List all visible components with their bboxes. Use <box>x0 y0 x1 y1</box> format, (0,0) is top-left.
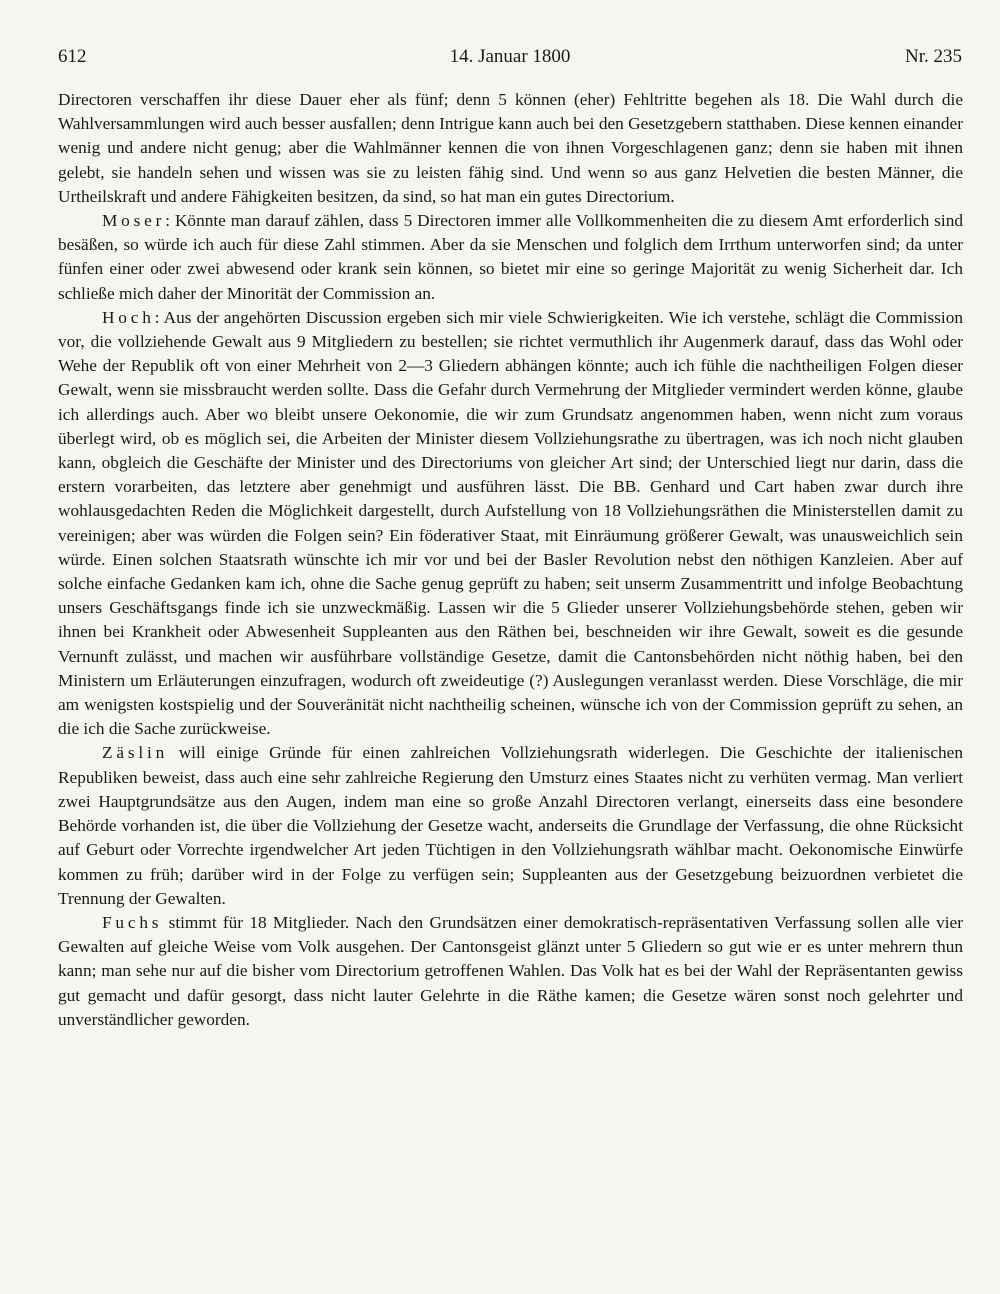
paragraph-text: Directoren verschaffen ihr diese Dauer eher als fünf; denn 5 können (eher) Fehltritte begehen als 18. Die Wahl durch die Wahlversammlungen wird auch besser ausfallen; denn Intrigue kann auch bei den Gesetzgebern statthaben. Diese kennen einander wenig und andere nicht genug; aber die Wahlmänner kennen die von ihnen Vorgeschlagenen ganz; denn sie haben mit ihnen gelebt, sie handeln sehen und wissen was sie zu leisten fähig sind. Und wenn so aus ganz Helvetien die besten Männer, die Urtheilskraft und andere Fähigkeiten besitzen, da sind, so hat man ein gutes Directorium. <box>58 90 963 206</box>
speaker-separator: : <box>165 211 170 231</box>
running-head <box>58 44 962 70</box>
page-number: 612 <box>58 46 87 67</box>
paragraph-text: Könnte man darauf zählen, dass 5 Directoren immer alle Vollkommenheiten die zu diesem Amt erforderlich sind besäßen, so würde ich auch für diese Zahl stimmen. Aber da sie Menschen und folglich dem Irrthum unterworfen sind; da unter fünfen einer oder zwei abwesend oder krank sein können, so bietet mir eine so geringe Majorität zu wenig Sicherheit dar. Ich schließe mich daher der Minorität der Commission an. <box>58 211 963 303</box>
paragraph-fuchs <box>58 911 963 1032</box>
paragraph-text: will einige Gründe für einen zahlreichen Vollziehungsrath widerlegen. Die Geschichte der italienischen Republiken beweist, dass auch eine sehr zahlreiche Regierung den Umsturz eines Staates nicht zu verhüten vermag. Man verliert zwei Hauptgrundsätze aus den Augen, indem man eine so große Anzahl Directoren verlangt, einerseits dass eine besondere Behörde vorhanden ist, die über die Vollziehung der Gesetze wacht, anderseits die Grundlage der Verfassung, die ohne Rücksicht auf Geburt oder Vorrechte irgendwelcher Art jeden Tüchtigen in den Vollziehungsrath wählbar macht. Oekonomische Einwürfe kommen zu früh; darüber wird in der Folge zu verfügen sein; Suppleanten aus der Gesetzgebung beizuordnen verbietet die Trennung der Gewalten. <box>58 743 963 908</box>
speaker-name: Fuchs <box>102 912 163 932</box>
running-head-date: 14. Januar 1800 <box>449 46 571 67</box>
speaker-name: Zäslin <box>102 743 169 763</box>
paragraph-continuation <box>58 88 963 209</box>
speaker-name: Moser <box>102 211 166 231</box>
speaker-name: Hoch <box>102 307 155 327</box>
paragraph-hoch <box>58 306 963 742</box>
body-text <box>58 88 963 1032</box>
speaker-separator: : <box>154 307 160 327</box>
paragraph-moser <box>58 209 963 306</box>
paragraph-text: Aus der angehörten Discussion ergeben sich mir viele Schwierigkeiten. Wie ich verstehe, schlägt die Commission vor, die vollziehende Gewalt aus 9 Mitgliedern zu bestellen; sie richtet vermuthlich ihr Augenmerk darauf, dass das Wohl oder Wehe der Republik oft von einer Mehrheit von 2—3 Gliedern abhängen könnte; auch ich fühle die nachtheiligen Folgen dieser Gewalt, wenn sie missbraucht werden sollte. Dass die Gefahr durch Vermehrung der Mitglieder vermindert werden könne, glaube ich allerdings auch. Aber wo bleibt unsere Oekonomie, die wir zum Grundsatz angenommen haben, wenn nicht zum voraus überlegt wird, ob es möglich sei, die Arbeiten der Minister diesem Vollziehungsrathe zu übertragen, was ich noch nicht glauben kann, obgleich die Geschäfte der Minister und des Directoriums von gleicher Art sind; der Unterschied liegt nur darin, dass die erstern vorarbeiten, das letztere aber genehmigt und ausführen lässt. Die BB. Genhard und Cart haben zwar durch ihre wohlausgedachten Reden die Möglichkeit dargestellt, durch Aufstellung von 18 Vollziehungsräthen die Ministerstellen damit zu vereinigen; aber was würden die Folgen sein? Ein föderativer Staat, mit Einräumung größerer Gewalt, was unausweichlich sein würde. Einen solchen Staatsrath wünschte ich mir vor und bei der Basler Revolution nebst den nöthigen Kanzleien. Aber auf solche einfache Gedanken kam ich, ohne die Sache genug geprüft zu haben; seit unserm Zusammentritt und infolge Beobachtung unsers Geschäftsgangs finde ich sie unzweckmäßig. Lassen wir die 5 Glieder unserer Vollziehungsbehörde stehen, geben wir ihnen bei Krankheit oder Abwesenheit Suppleanten aus den Räthen bei, beschneiden wir ihre Gewalt, soweit es die gesunde Vernunft zulässt, und machen wir ausführbare vollständige Gesetze, damit die Cantonsbehörden nicht nöthig haben, bei den Ministern um Erläuterungen einzufragen, wodurch oft zweideutige (?) Auslegungen veranlasst werden. Diese Vorschläge, die mir am wenigsten kostspielig und der Souveränität nicht nachtheilig scheinen, wünsche ich von der Commission geprüft zu sehen, an die ich die Sache zurückweise. <box>58 307 963 739</box>
paragraph-zaeslin <box>58 741 963 910</box>
document-number: Nr. 235 <box>905 46 962 67</box>
paragraph-text: stimmt für 18 Mitglieder. Nach den Grundsätzen einer demokratisch-repräsentativen Verfassung sollen alle vier Gewalten auf gleiche Weise vom Volk ausgehen. Der Cantonsgeist glänzt unter 5 Gliedern so gut wie er es unter mehrern thun kann; man sehe nur auf die bisher vom Directorium getroffenen Wahlen. Das Volk hat es bei der Wahl der Repräsentanten gewiss gut gemacht und dafür gesorgt, dass nicht lauter Gelehrte in die Räthe kamen; die Gesetze wären sonst noch gelehrter und unverständlicher geworden. <box>58 912 963 1029</box>
